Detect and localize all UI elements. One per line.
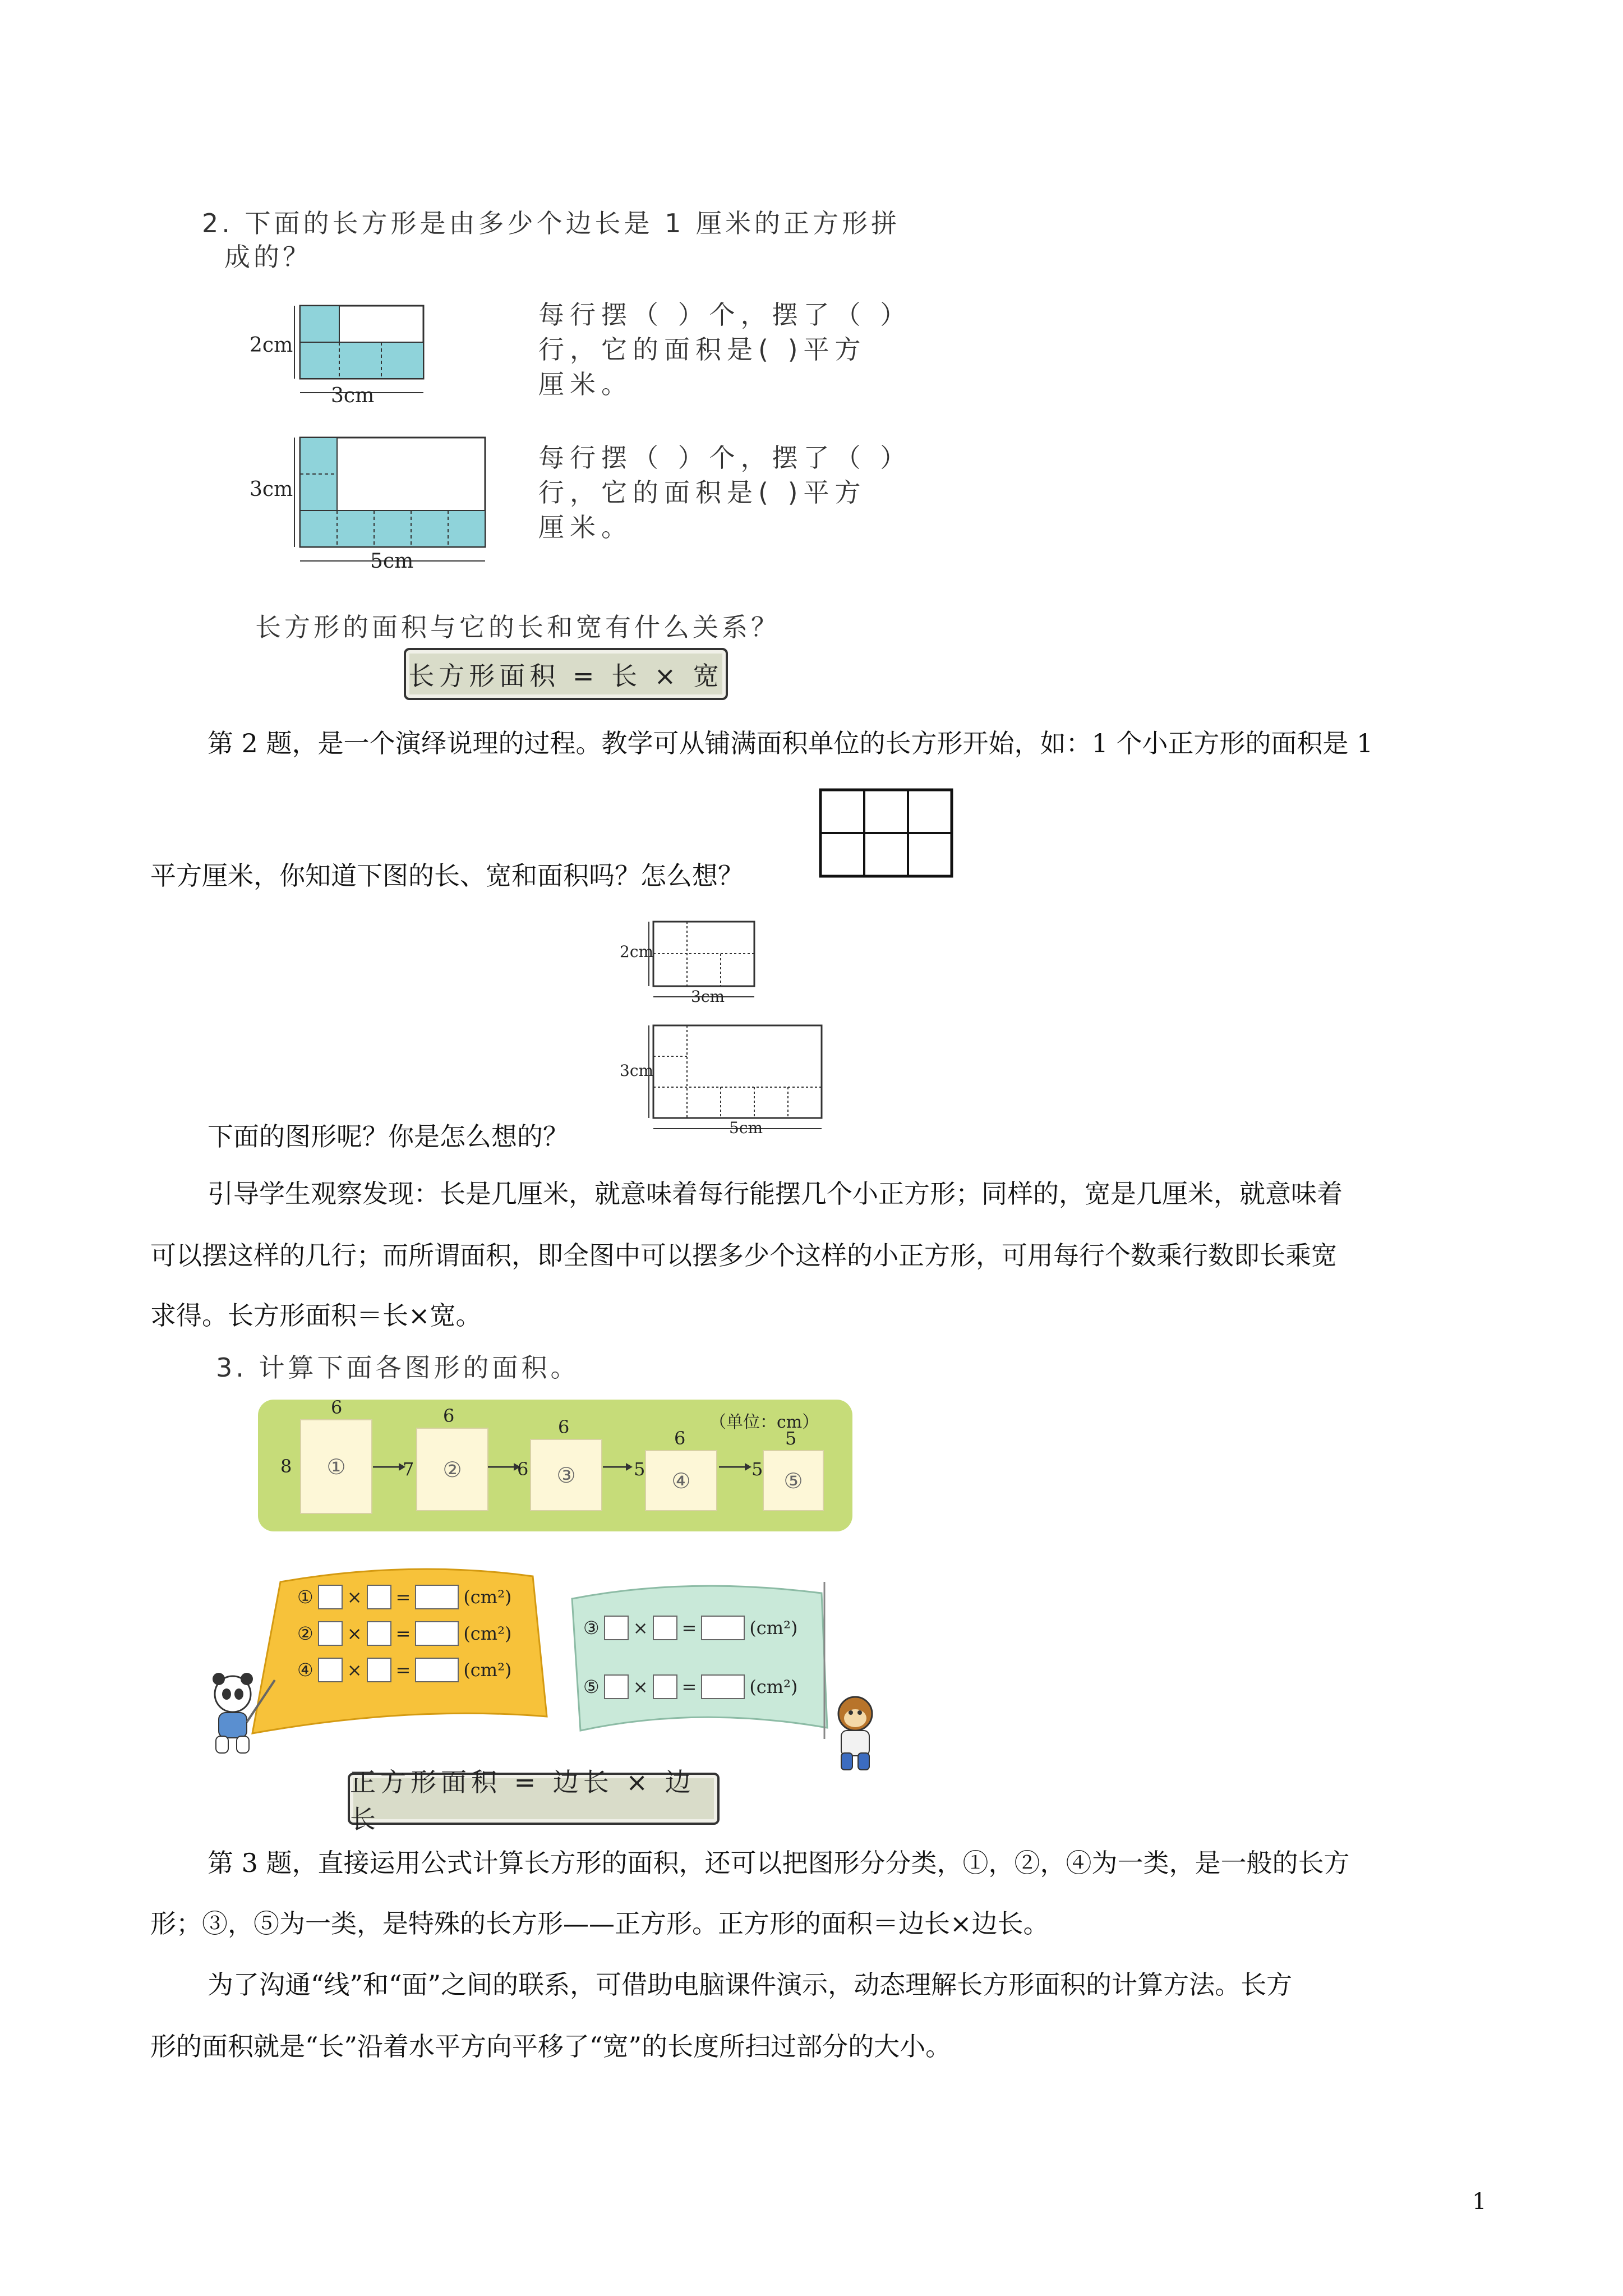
para1-line1: 第 2 题，是一个演绎说理的过程。教学可从铺满面积单位的长方形开始，如：1 个小正方形的面积是 1 (208, 728, 1373, 758)
shape5-side-label: 5 (751, 1458, 763, 1480)
mini-fig2-width-label: 5cm (729, 1119, 763, 1137)
shape1-top-label: 6 (331, 1397, 343, 1418)
right-row-2: ⑤ × = (cm²) (583, 1674, 797, 1699)
shape2-top-label: 6 (443, 1405, 455, 1427)
para5-line1: 为了沟通“线”和“面”之间的联系，可借助电脑课件演示，动态理解长方形面积的计算方法。长方 (208, 1970, 1293, 2000)
para2: 下面的图形呢？你是怎么想的？ (208, 1121, 569, 1152)
left-row-2: ② × = (cm²) (297, 1621, 511, 1646)
unit-square-grid (819, 788, 953, 878)
answer-box[interactable] (701, 1616, 745, 1640)
shape4-card: ④ (645, 1450, 717, 1511)
answer-box[interactable] (367, 1621, 391, 1646)
para1-line2: 平方厘米，你知道下图的长、宽和面积吗？怎么想？ (150, 861, 744, 891)
q2-fig2-width-label: 5cm (370, 550, 414, 573)
answer-box[interactable] (318, 1621, 343, 1646)
shape4-top-label: 6 (674, 1428, 686, 1449)
q2-fig1-text: 每行摆（ ）个，摆了（ ） 行，它的面积是( )平方 厘米。 (538, 300, 912, 400)
shape3-side-label: 6 (517, 1458, 529, 1480)
answer-box[interactable] (653, 1616, 677, 1640)
shape2-card: ② (416, 1428, 488, 1511)
para5-line2: 形的面积就是“长”沿着水平方向平移了“宽”的长度所扫过部分的大小。 (150, 2031, 952, 2062)
q2-fig1-height-label: 2cm (250, 334, 293, 357)
q2-question: 长方形的面积与它的长和宽有什么关系？ (255, 612, 780, 642)
answer-box[interactable] (318, 1658, 343, 1682)
para4-line2: 形；③，⑤为一类，是特殊的长方形——正方形。正方形的面积＝边长×边长。 (150, 1908, 1049, 1939)
q2-fig2-height-label: 3cm (250, 478, 293, 501)
arrow-icon (719, 1461, 753, 1473)
green-banner (564, 1576, 833, 1745)
answer-box[interactable] (604, 1674, 629, 1699)
shape1-card: ① (300, 1419, 372, 1514)
para3-line2: 可以摆这样的几行；而所谓面积，即全图中可以摆多少个这样的小正方形，可用每行个数乘行数即长乘宽 (150, 1240, 1337, 1271)
shape3-card: ③ (530, 1439, 602, 1511)
q2-title-line2: 成的？ (224, 242, 312, 272)
shape4-side-label: 5 (634, 1458, 645, 1480)
answer-box[interactable] (653, 1674, 677, 1699)
q3-unit: （单位：cm） (709, 1412, 819, 1432)
left-row-3: ④ × = (cm²) (297, 1658, 511, 1682)
answer-box[interactable] (415, 1658, 459, 1682)
q3-title: 3. 计算下面各图形的面积。 (216, 1352, 580, 1383)
answer-box[interactable] (604, 1616, 629, 1640)
q2-fig1-width-label: 3cm (331, 384, 375, 407)
mini-fig1-height-label: 2cm (620, 942, 654, 961)
answer-box[interactable] (415, 1585, 459, 1609)
monkey-character-icon (816, 1691, 895, 1775)
shape5-card: ⑤ (763, 1450, 824, 1511)
answer-box[interactable] (701, 1674, 745, 1699)
arrow-icon (603, 1461, 634, 1473)
shape2-side-label: 7 (403, 1458, 414, 1480)
arrow-icon (488, 1461, 522, 1473)
shape1-side-label: 8 (280, 1456, 292, 1477)
mini-figure-5x3 (620, 1021, 833, 1139)
shape3-top-label: 6 (558, 1416, 570, 1438)
right-row-1: ③ × = (cm²) (583, 1616, 797, 1640)
answer-box[interactable] (367, 1585, 391, 1609)
answer-box[interactable] (367, 1658, 391, 1682)
mini-fig2-height-label: 3cm (620, 1061, 654, 1080)
para4-line1: 第 3 题，直接运用公式计算长方形的面积，还可以把图形分分类，①，②，④为一类，是一般的长方 (208, 1848, 1350, 1878)
mini-fig1-width-label: 3cm (691, 987, 725, 1006)
para3-line3: 求得。长方形面积＝长×宽。 (150, 1300, 482, 1331)
answer-box[interactable] (318, 1585, 343, 1609)
arrow-icon (373, 1461, 407, 1473)
q2-figure-5x3 (241, 429, 494, 575)
q3-formula: 正方形面积 = 边长 × 边长 (348, 1773, 720, 1825)
q2-fig2-text: 每行摆（ ）个，摆了（ ） 行，它的面积是( )平方 厘米。 (538, 443, 912, 543)
q2-title-line1: 2. 下面的长方形是由多少个边长是 1 厘米的正方形拼 (202, 208, 901, 238)
answer-box[interactable] (415, 1621, 459, 1646)
panda-character-icon (202, 1669, 280, 1759)
shape5-top-label: 5 (785, 1428, 797, 1449)
para3-line1: 引导学生观察发现：长是几厘米，就意味着每行能摆几个小正方形；同样的，宽是几厘米，就意味着 (208, 1179, 1343, 1209)
left-row-1: ① × = (cm²) (297, 1585, 511, 1609)
q2-formula: 长方形面积 = 长 × 宽 (404, 648, 728, 700)
page-number: 1 (1472, 2189, 1487, 2215)
